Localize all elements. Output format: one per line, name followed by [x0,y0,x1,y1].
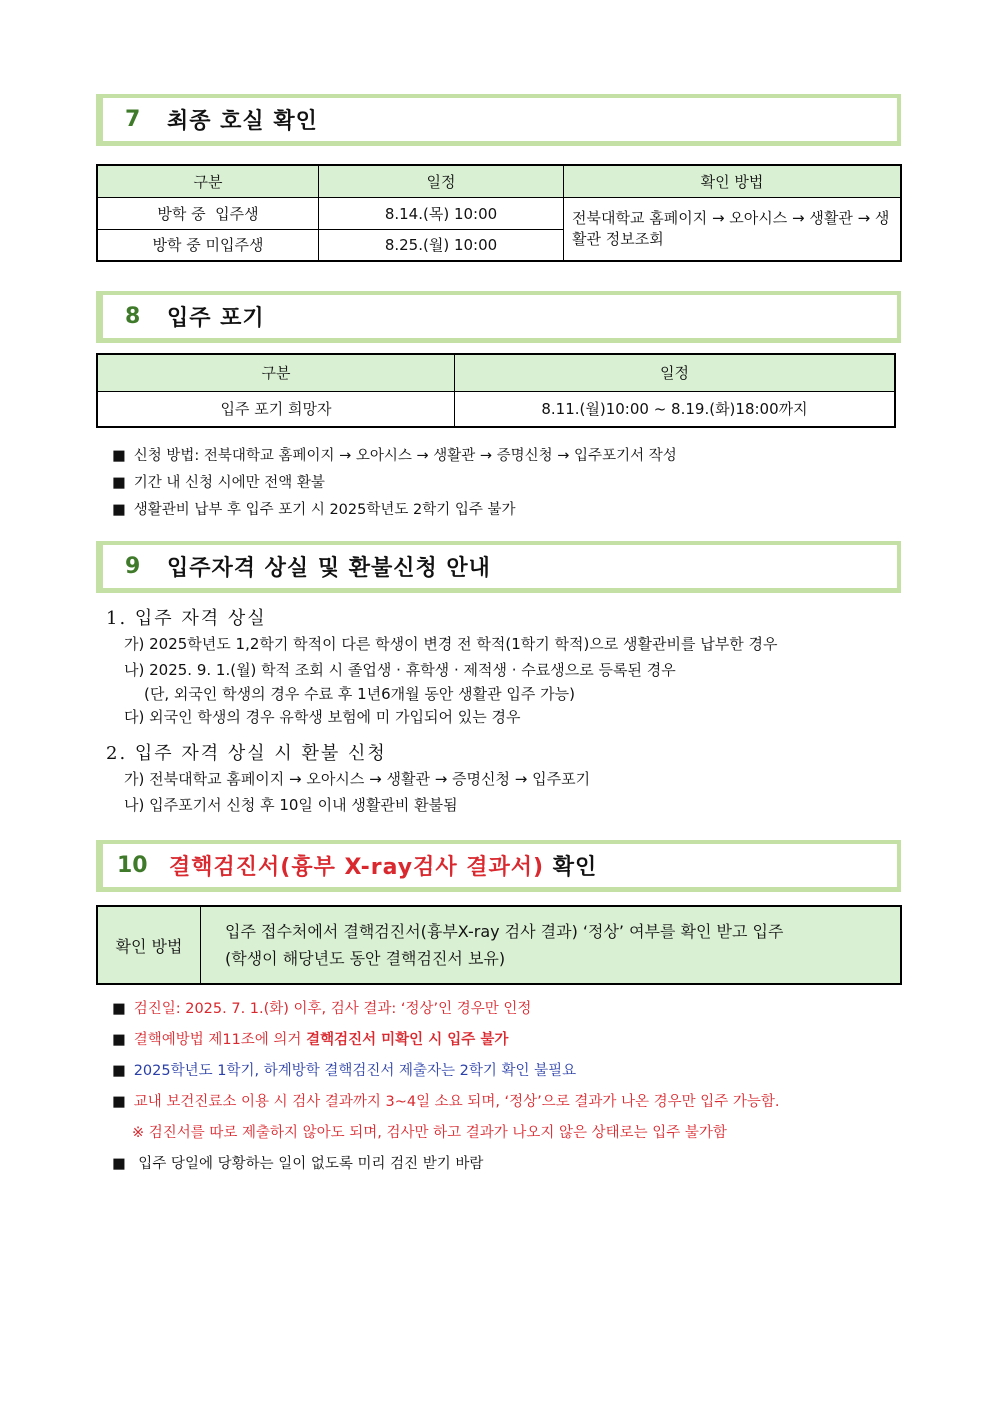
table-cell: 입주 포기 희망자 [97,391,455,427]
list-heading: 2. 입주 자격 상실 시 환불 신청 [106,743,387,764]
bullet-emphasis: 결핵검진서 미확인 시 입주 불가 [306,1032,509,1048]
section-title: 입주자격 상실 및 환불신청 안내 [167,556,491,581]
list-heading: 1. 입주 자격 상실 [106,608,267,629]
note-text: ※ 검진서를 따로 제출하지 않아도 되며, 검사만 하고 결과가 나오지 않은 상태로는 입주 불가함 [132,1125,727,1141]
list-item: 나) 입주포기서 신청 후 10일 이내 생활관비 환불됨 [124,796,458,814]
method-line: (학생이 해당년도 동안 결핵검진서 보유) [225,949,506,968]
table-header: 구분 [97,354,455,391]
list-item: (단, 외국인 학생의 경우 수료 후 1년6개월 동안 생활관 입주 가능) [144,685,576,703]
table-cell: 방학 중 미입주생 [97,229,319,261]
bullet-item: ■ 신청 방법: 전북대학교 홈페이지 → 오아시스 → 생활관 → 증명신청 → 입주포기서 작성 [112,444,677,465]
table-header: 일정 [319,165,564,197]
method-label: 확인 방법 [97,906,201,984]
section-number: 7 [125,107,141,132]
table-header: 확인 방법 [564,165,902,197]
list-item: 나) 2025. 9. 1.(월) 학적 조회 시 졸업생 · 휴학생 · 제적생 · 수료생으로 등록된 경우 [124,661,676,679]
table-row [97,197,901,229]
bullet-item: ■ 교내 보건진료소 이용 시 검사 결과까지 3~4일 소요 되며, ‘정상’으로 결과가 나온 경우만 입주 가능함. [112,1090,780,1111]
bullet-item: ■ 2025학년도 1학기, 하계방학 결핵검진서 제출자는 2학기 확인 불필요 [112,1059,576,1080]
section-number: 8 [125,304,141,329]
method-cell [201,906,902,984]
bullet-text: 결핵예방법 제11조에 의거 [133,1032,307,1048]
table-header: 구분 [97,165,319,197]
section-title: 최종 호실 확인 [167,109,318,134]
section-7-header [96,94,901,146]
tb-check-table [96,905,902,985]
bullet-item: ■ 검진일: 2025. 7. 1.(화) 이후, 검사 결과: ‘정상’인 경우만 인정 [112,997,531,1018]
section-number: 9 [125,554,141,579]
table-header: 일정 [455,354,896,391]
table-cell: 방학 중 입주생 [97,197,319,229]
method-cell: 전북대학교 홈페이지 → 오아시스 → 생활관 → 생활관 정보조회 [564,197,902,261]
list-item: 다) 외국인 학생의 경우 유학생 보험에 미 가입되어 있는 경우 [124,708,521,726]
table-cell: 8.14.(목) 10:00 [319,197,564,229]
table-cell: 8.11.(월)10:00 ~ 8.19.(화)18:00까지 [455,391,896,427]
section-title: 입주 포기 [167,306,265,331]
section-number: 10 [117,853,148,878]
list-item: 가) 전북대학교 홈페이지 → 오아시스 → 생활관 → 증명신청 → 입주포기 [124,770,591,788]
bullet-item: ■ 기간 내 신청 시에만 전액 환불 [112,471,325,492]
table-cell: 8.25.(월) 10:00 [319,229,564,261]
section-9-header [96,541,901,593]
section-title-highlight: 결핵검진서(흉부 X-ray검사 결과서) [169,855,545,880]
bullet-item: ■ 입주 당일에 당황하는 일이 없도록 미리 검진 받기 바람 [112,1152,483,1173]
method-line: 입주 접수처에서 결핵검진서(흉부X-ray 검사 결과) ‘정상’ 여부를 확인 받고 입주 [225,922,784,941]
bullet-item: ■ 생활관비 납부 후 입주 포기 시 2025학년도 2학기 입주 불가 [112,498,515,519]
section-title-rest: 확인 [552,855,598,880]
withdrawal-table [96,353,896,428]
table-row [97,391,895,427]
list-item: 가) 2025학년도 1,2학기 학적이 다른 학생이 변경 전 학적(1학기 학적)으로 생활관비를 납부한 경우 [124,635,778,653]
room-confirm-table [96,164,902,262]
section-8-header [96,291,901,343]
bullet-item [112,1028,508,1049]
section-10-header [96,840,901,892]
